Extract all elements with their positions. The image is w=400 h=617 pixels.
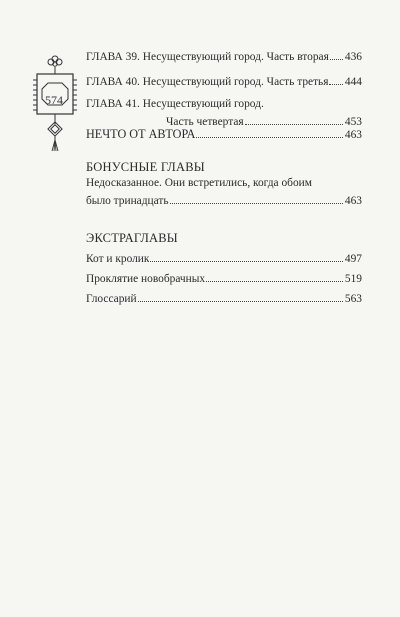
toc-entry-title: НЕЧТО ОТ АВТОРА <box>86 127 196 141</box>
toc-entry-author-note <box>86 127 362 142</box>
toc-entry-page: 444 <box>344 76 362 88</box>
leader-dots <box>138 291 343 302</box>
toc-entry-extra-3 <box>86 291 362 306</box>
toc-entry-chapter-41 <box>86 97 362 129</box>
toc-entry-title: Часть четвертая <box>166 116 244 128</box>
leader-dots <box>196 127 342 138</box>
toc-entry-bonus-chapter <box>86 176 362 208</box>
toc-entry-extra-2 <box>86 271 362 286</box>
page-number: 574 <box>45 93 63 107</box>
leader-dots <box>329 74 342 85</box>
toc-entry-page: 463 <box>344 129 362 141</box>
toc-entry-title: Глоссарий <box>86 293 137 305</box>
leader-dots <box>245 114 343 125</box>
toc-entry-chapter-39 <box>86 49 362 64</box>
toc-entry-title: ГЛАВА 40. Несуществующий город. Часть третья <box>86 76 329 88</box>
toc-entry-chapter-40 <box>86 74 362 89</box>
toc-entry-title: ГЛАВА 39. Несуществующий город. Часть вторая <box>86 51 329 63</box>
section-heading-bonus: БОНУСНЫЕ ГЛАВЫ <box>86 160 205 174</box>
toc-entry-page: 436 <box>344 51 362 63</box>
toc-entry-title: Проклятие новобрачных <box>86 273 206 285</box>
toc-entry-extra-1 <box>86 251 362 266</box>
toc-entry-page: 519 <box>344 273 362 285</box>
toc-entry-page: 563 <box>344 293 362 305</box>
leader-dots <box>170 193 343 204</box>
toc-entry-title: было тринадцать <box>86 195 169 207</box>
toc-entry-title-line1: ГЛАВА 41. Несуществующий город. <box>86 98 264 110</box>
leader-dots <box>150 251 342 262</box>
leader-dots <box>330 49 343 60</box>
leader-dots <box>206 271 343 282</box>
toc-entry-page: 497 <box>344 253 362 265</box>
toc-entry-title: Кот и кролик <box>86 253 150 265</box>
toc-entry-page: 463 <box>344 195 362 207</box>
section-heading-extra: ЭКСТРАГЛАВЫ <box>86 231 178 245</box>
toc-entry-title-line1: Недосказанное. Они встретились, когда обоим <box>86 177 312 189</box>
toc-entry-page: 453 <box>344 116 362 128</box>
